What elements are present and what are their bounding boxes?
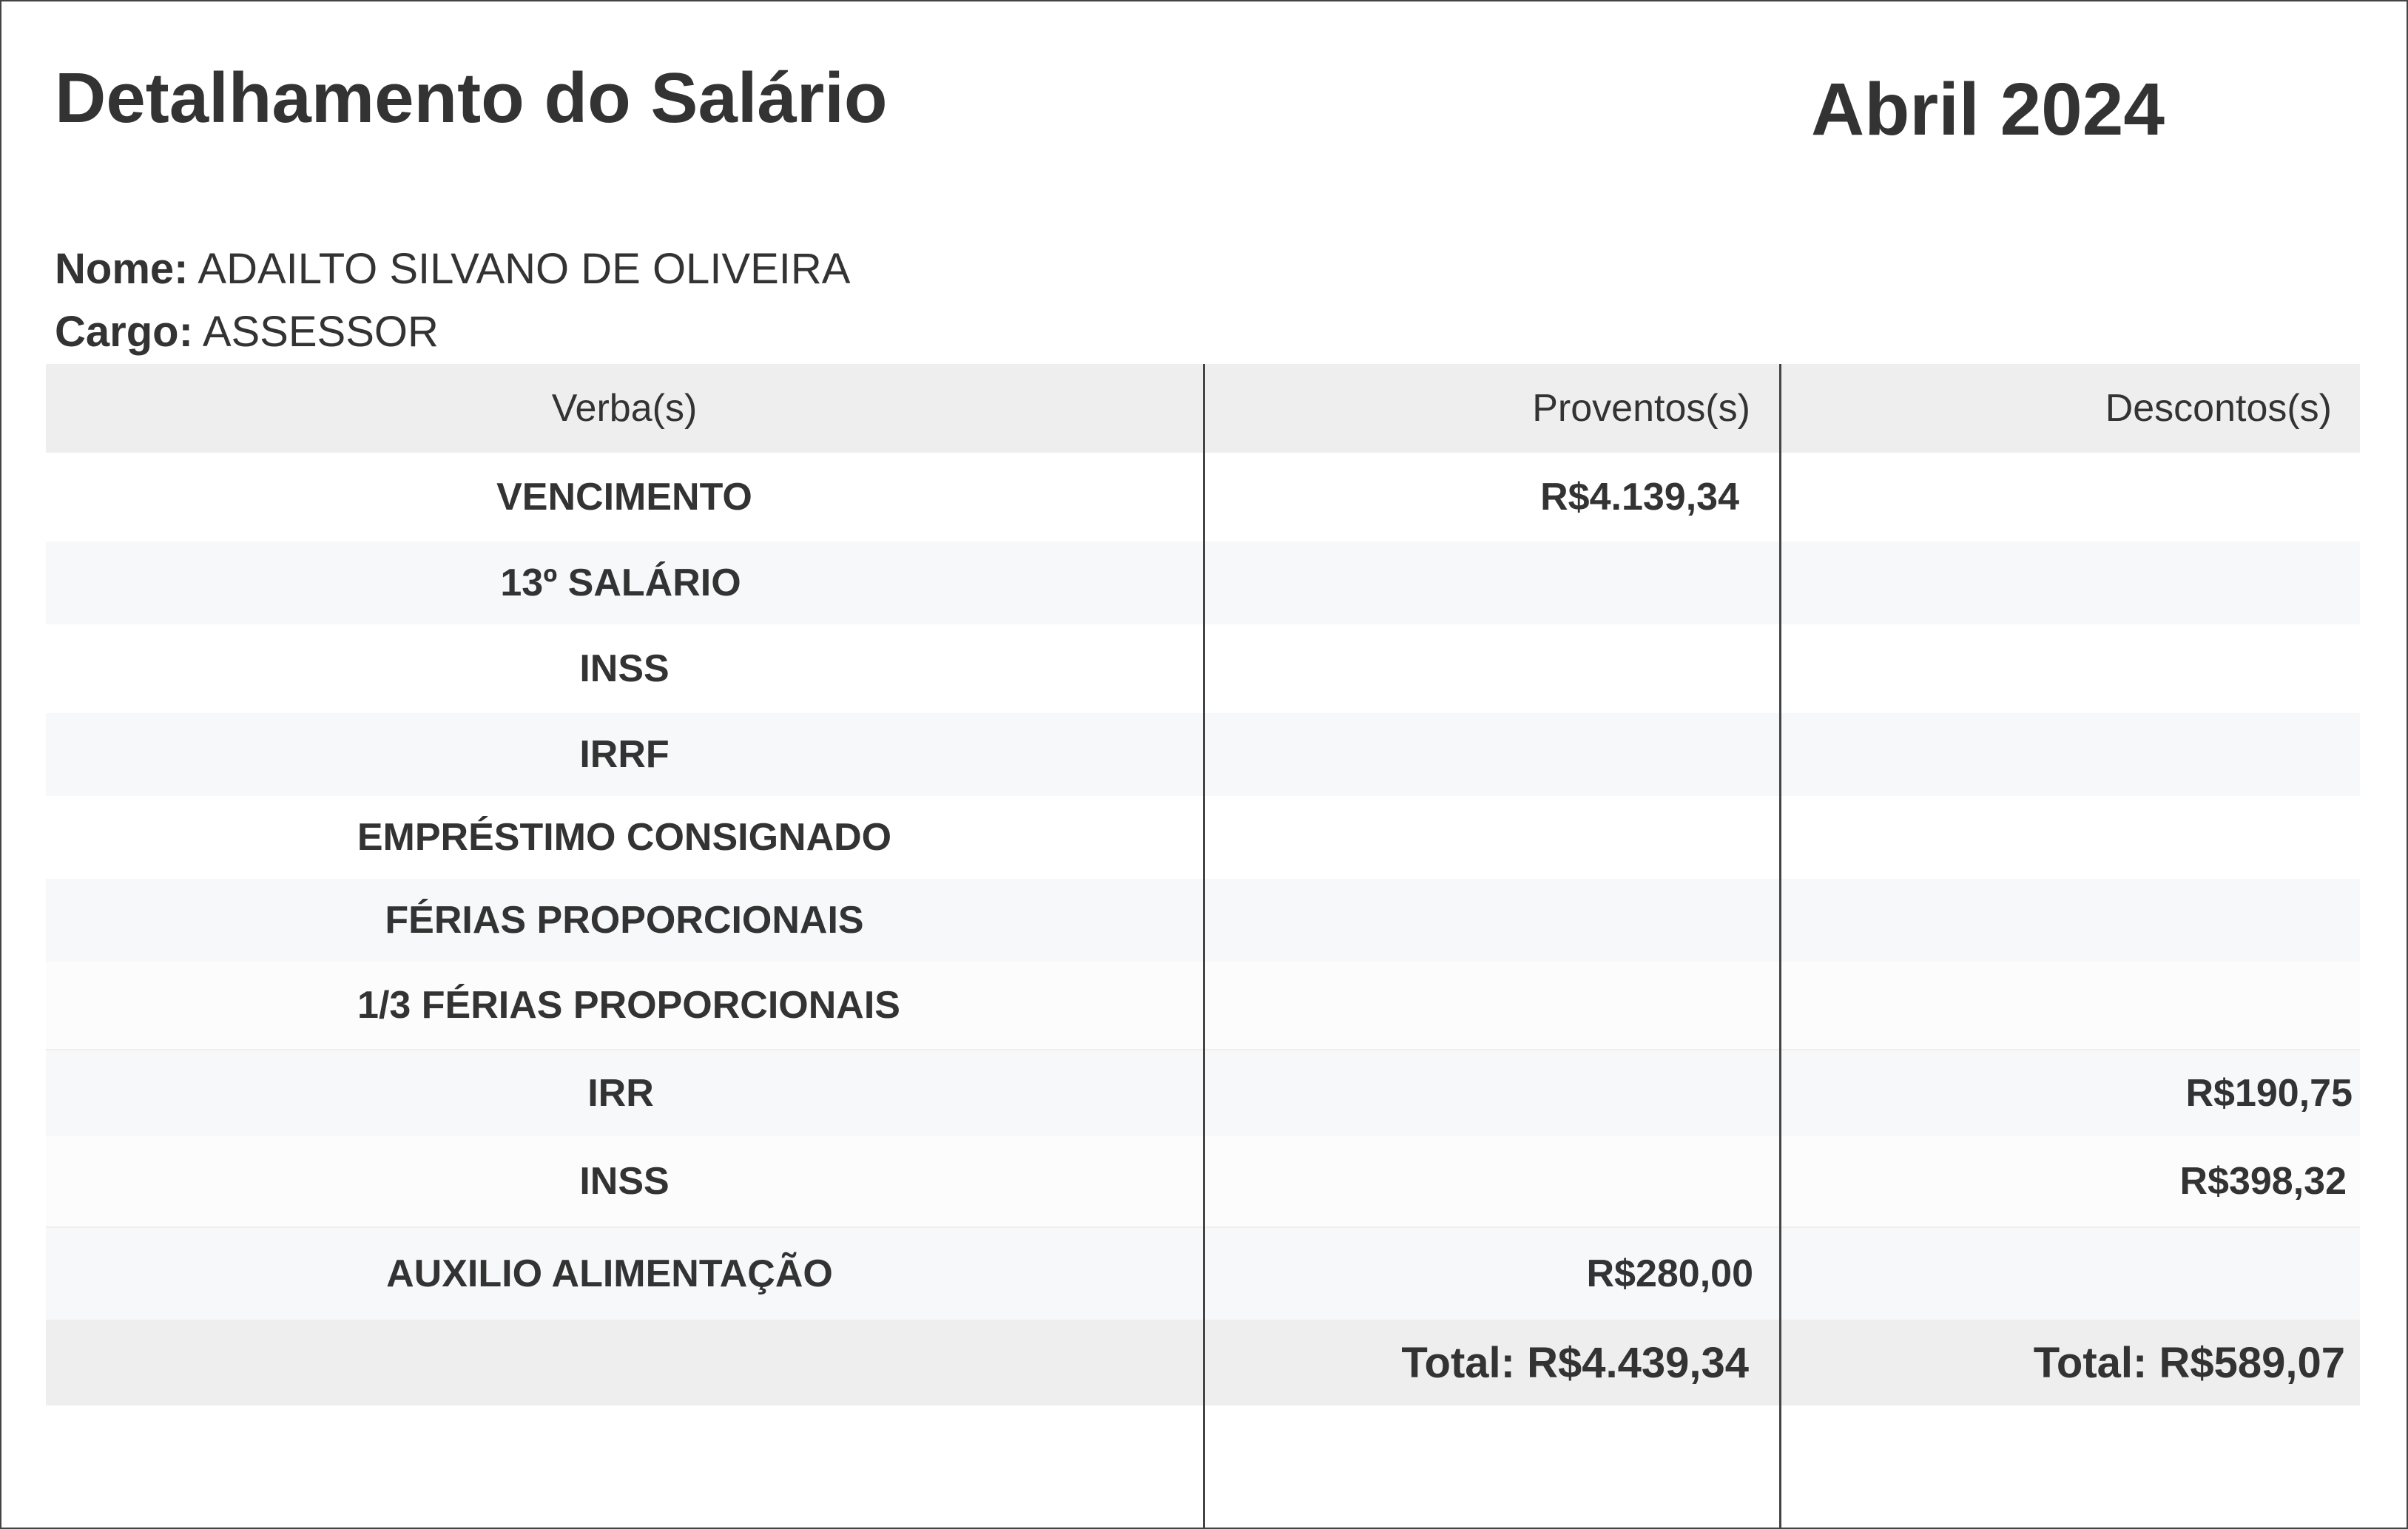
verba-cell: 13º SALÁRIO [500, 561, 741, 604]
employee-name-value: ADAILTO SILVANO DE OLIVEIRA [198, 245, 851, 293]
proventos-cell [1203, 962, 1780, 1049]
verba-cell: VENCIMENTO [496, 476, 752, 519]
column-header-descontos: Descontos(s) [2105, 387, 2332, 430]
proventos-cell [1203, 796, 1780, 879]
column-header-proventos: Proventos(s) [1532, 387, 1750, 430]
proventos-cell: R$280,00 [1586, 1252, 1753, 1295]
verba-cell: FÉRIAS PROPORCIONAIS [385, 899, 864, 942]
period-label: Abril 2024 [1811, 68, 2165, 151]
descontos-cell: R$190,75 [2185, 1072, 2353, 1115]
verba-cell: INSS [579, 1160, 670, 1203]
proventos-cell [1203, 879, 1780, 962]
descontos-cell: R$398,32 [2179, 1160, 2347, 1203]
column-divider [1779, 364, 1781, 1528]
employee-role-label: Cargo: [55, 308, 193, 356]
descontos-cell [1780, 453, 2360, 541]
column-header-verbas: Verba(s) [551, 387, 698, 430]
descontos-cell [1780, 624, 2360, 713]
totals-label-cell [46, 1320, 1203, 1405]
employee-role-value: ASSESSOR [202, 308, 439, 356]
proventos-cell [1203, 1050, 1780, 1136]
employee-name-line [55, 244, 850, 294]
descontos-cell [1780, 796, 2360, 879]
verba-cell: IRR [587, 1072, 654, 1115]
descontos-cell [1780, 713, 2360, 796]
verba-cell: IRRF [579, 733, 670, 776]
total-descontos: Total: R$589,07 [2033, 1338, 2345, 1387]
verba-cell: AUXILIO ALIMENTAÇÃO [386, 1252, 833, 1295]
proventos-cell [1203, 541, 1780, 624]
descontos-cell [1780, 1228, 2360, 1320]
employee-role-line [55, 307, 439, 357]
proventos-cell [1203, 1136, 1780, 1226]
proventos-cell [1203, 624, 1780, 713]
descontos-cell [1780, 879, 2360, 962]
descontos-cell [1780, 541, 2360, 624]
proventos-cell [1203, 713, 1780, 796]
verba-cell: EMPRÉSTIMO CONSIGNADO [357, 816, 892, 859]
descontos-cell [1780, 962, 2360, 1049]
verba-cell: 1/3 FÉRIAS PROPORCIONAIS [357, 984, 900, 1027]
verba-cell: INSS [579, 647, 670, 690]
proventos-cell: R$4.139,34 [1540, 476, 1739, 519]
employee-name-label: Nome: [55, 245, 189, 293]
total-proventos: Total: R$4.439,34 [1401, 1338, 1749, 1387]
column-divider [1203, 364, 1205, 1528]
page-title: Detalhamento do Salário [55, 58, 888, 138]
